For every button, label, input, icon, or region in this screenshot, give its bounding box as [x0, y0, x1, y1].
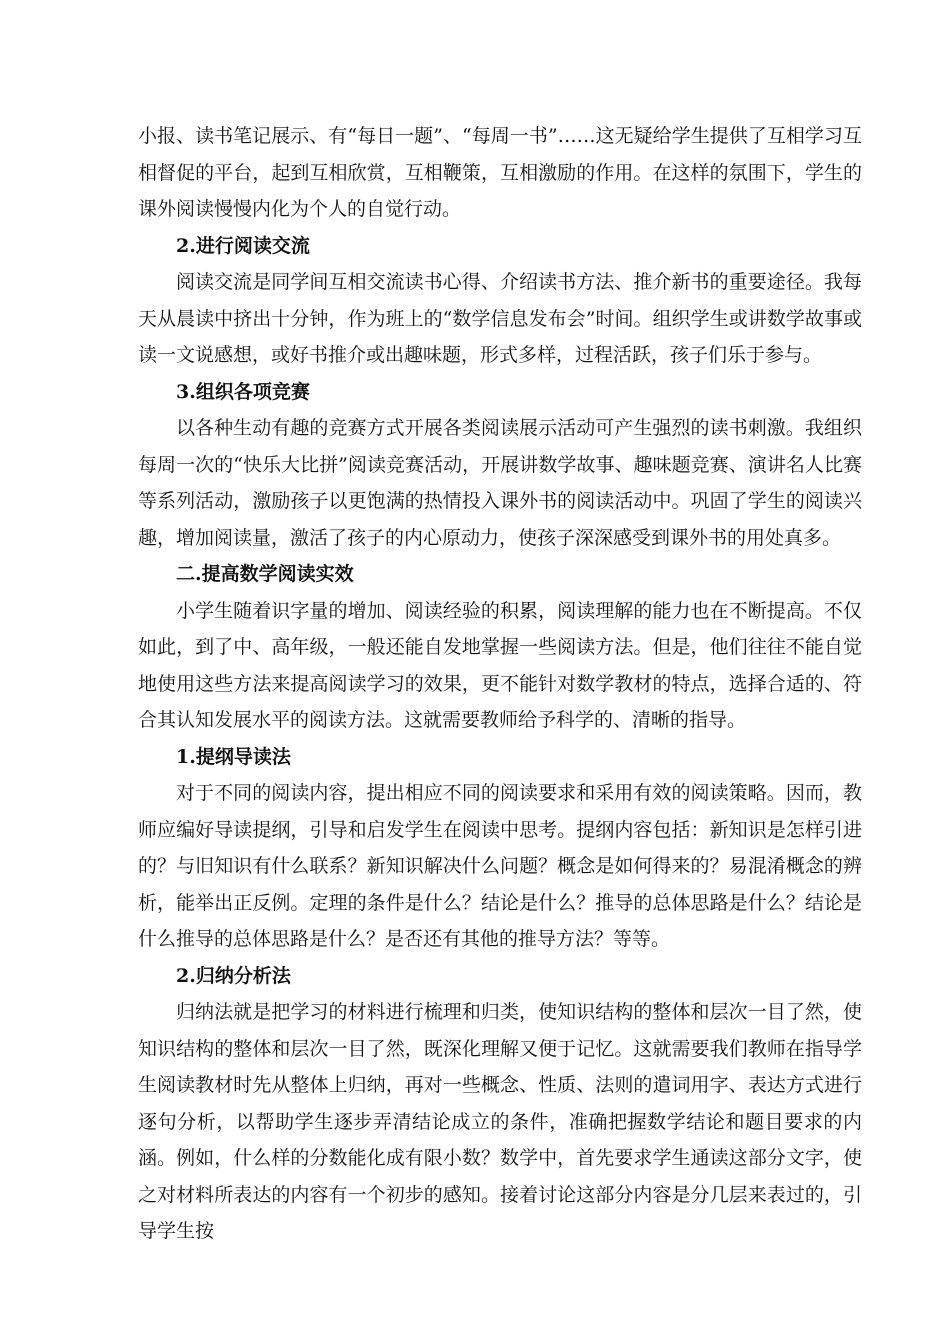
- heading-reading-effectiveness: 二.提高数学阅读实效: [176, 563, 354, 585]
- heading-outline-method: 1.提纲导读法: [176, 745, 291, 768]
- paragraph-competitions: 以各种生动有趣的竞赛方式开展各类阅读展示活动可产生强烈的读书刺激。我组织每周一次的“快乐大比拼”阅读竞赛活动，开展讲数学故事、趣味题竞赛、演讲名人比赛等系列活动，激励孩子以更饱满的热情投入课外书的阅读活动中。巩固了学生的阅读兴趣，增加阅读量，激活了孩子的内心原动力，使孩子深深感受到课外书的用处真多。: [138, 417, 862, 549]
- paragraph-reading-effectiveness: 小学生随着识字量的增加、阅读经验的积累，阅读理解的能力也在不断提高。不仅如此，到了中、高年级，一般还能自发地掌握一些阅读方法。但是，他们往往不能自觉地使用这些方法来提高阅读学习的效果，更不能针对数学教材的特点，选择合适的、符合其认知发展水平的阅读方法。这就需要教师给予科学的、清晰的指导。: [138, 599, 862, 731]
- paragraph-continuation: 小报、读书笔记展示、有“每日一题”、“每周一书”……这无疑给学生提供了互相学习互相督促的平台，起到互相欣赏，互相鞭策，互相激励的作用。在这样的氛围下，学生的课外阅读慢慢内化为个人的自觉行动。: [138, 125, 862, 220]
- document-page: [138, 118, 862, 1250]
- heading-induction-method: 2.归纳分析法: [176, 964, 291, 987]
- paragraph-outline-method: 对于不同的阅读内容，提出相应不同的阅读要求和采用有效的阅读策略。因而，教师应编好导读提纲，引导和启发学生在阅读中思考。提纲内容包括：新知识是怎样引进的？与旧知识有什么联系？新知识解决什么问题？概念是如何得来的？易混淆概念的辨析，能举出正反例。定理的条件是什么？结论是什么？推导的总体思路是什么？结论是什么推导的总体思路是什么？是否还有其他的推导方法？等等。: [138, 782, 862, 950]
- paragraph-reading-exchange: 阅读交流是同学间互相交流读书心得、介绍读书方法、推介新书的重要途径。我每天从晨读中挤出十分钟，作为班上的“数学信息发布会”时间。组织学生或讲数学故事或读一文说感想，或好书推介或出趣味题，形式多样，过程活跃，孩子们乐于参与。: [138, 271, 862, 366]
- heading-competitions: 3.组织各项竞赛: [176, 380, 310, 403]
- paragraph-induction-method: 归纳法就是把学习的材料进行梳理和归类，使知识结构的整体和层次一目了然，使知识结构的整体和层次一目了然，既深化理解又便于记忆。这就需要我们教师在指导学生阅读教材时先从整体上归纳，再对一些概念、性质、法则的遣词用字、表达方式进行逐句分析，以帮助学生逐步弄清结论成立的条件，准确把握数学结论和题目要求的内涵。例如，什么样的分数能化成有限小数？数学中，首先要求学生通读这部分文字，使之对材料所表达的内容有一个初步的感知。接着讨论这部分内容是分几层来表过的，引导学生按: [138, 1001, 862, 1242]
- heading-reading-exchange: 2.进行阅读交流: [176, 234, 310, 257]
